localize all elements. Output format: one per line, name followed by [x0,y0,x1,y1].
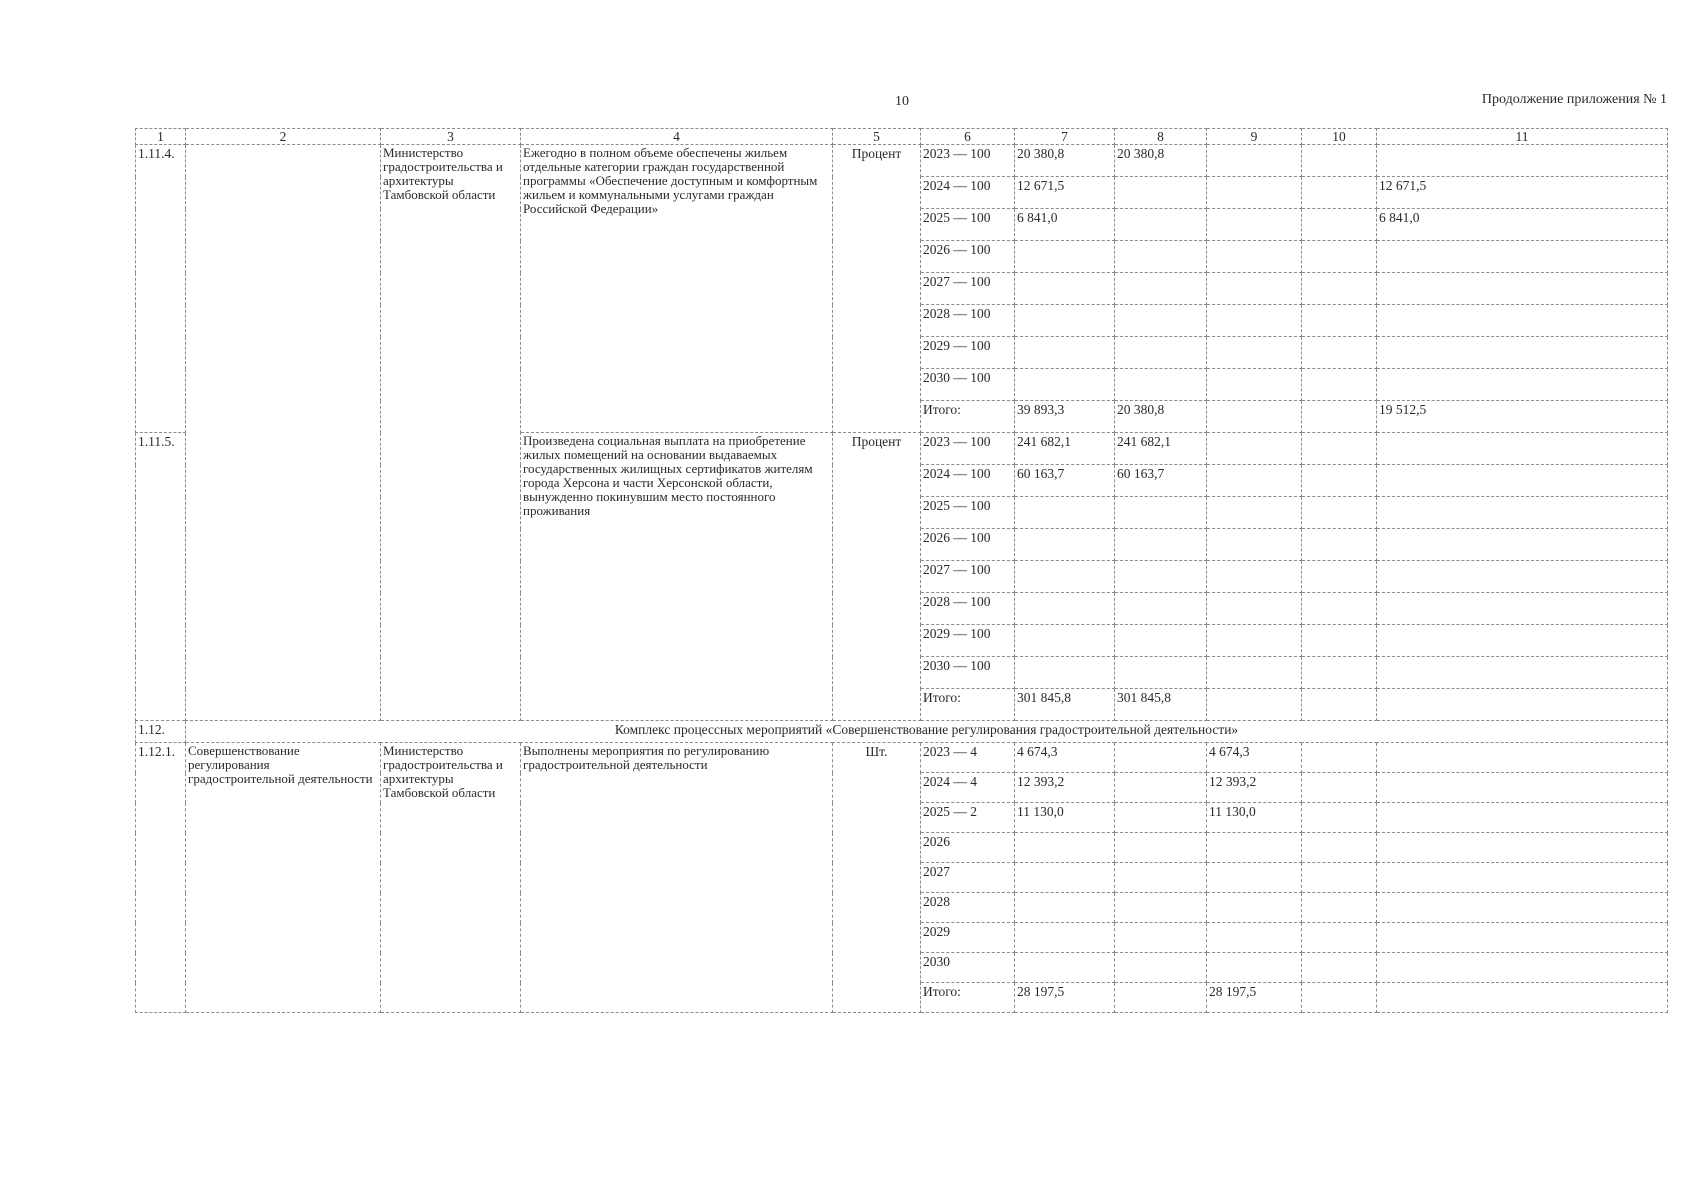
total-label: Итого: [921,689,1015,721]
amount-col7 [1015,893,1115,923]
total-label: Итого: [921,401,1015,433]
amount-col11 [1377,657,1668,689]
section-title: Комплекс процессных мероприятий «Совершенствование регулирования градостроительной деятельности» [186,721,1668,743]
amount-col7 [1015,833,1115,863]
amount-col8 [1115,209,1207,241]
unit-cell: Процент [833,145,921,433]
amount-col8 [1115,625,1207,657]
amount-col8 [1115,369,1207,401]
amount-col11 [1377,529,1668,561]
amount-col7: 12 671,5 [1015,177,1115,209]
amount-col8 [1115,497,1207,529]
amount-col8: 20 380,8 [1115,145,1207,177]
amount-col8: 241 682,1 [1115,433,1207,465]
amount-col9 [1207,625,1302,657]
amount-col8 [1115,803,1207,833]
amount-col8 [1115,773,1207,803]
year-target: 2023 — 100 [921,433,1015,465]
year-target: 2028 — 100 [921,593,1015,625]
amount-col8 [1115,833,1207,863]
year-target: 2024 — 100 [921,177,1015,209]
amount-col7: 6 841,0 [1015,209,1115,241]
column-number: 7 [1015,129,1115,145]
year-target: 2023 — 4 [921,743,1015,773]
amount-col7: 60 163,7 [1015,465,1115,497]
year-target: 2027 [921,863,1015,893]
total-label: Итого: [921,983,1015,1013]
executor-cell: Министерство градостроительства и архитектуры Тамбовской области [381,743,521,1013]
amount-col7: 12 393,2 [1015,773,1115,803]
total-col11 [1377,689,1668,721]
amount-col10 [1302,145,1377,177]
amount-col10 [1302,893,1377,923]
year-target: 2023 — 100 [921,145,1015,177]
amount-col7 [1015,273,1115,305]
continuation-label: Продолжение приложения № 1 [1481,92,1667,107]
amount-col10 [1302,833,1377,863]
amount-col8 [1115,177,1207,209]
total-col9 [1207,689,1302,721]
amount-col11 [1377,743,1668,773]
amount-col11 [1377,145,1668,177]
amount-col10 [1302,497,1377,529]
amount-col8 [1115,657,1207,689]
amount-col7 [1015,241,1115,273]
amount-col11 [1377,953,1668,983]
column-number: 5 [833,129,921,145]
amount-col9 [1207,305,1302,337]
amount-col7 [1015,953,1115,983]
amount-col11: 6 841,0 [1377,209,1668,241]
amount-col9 [1207,241,1302,273]
amount-col9 [1207,863,1302,893]
amount-col9 [1207,337,1302,369]
program-table [135,128,1668,1013]
amount-col8 [1115,273,1207,305]
year-target: 2024 — 100 [921,465,1015,497]
column-number: 9 [1207,129,1302,145]
amount-col10 [1302,923,1377,953]
total-col9: 28 197,5 [1207,983,1302,1013]
year-target: 2025 — 100 [921,497,1015,529]
amount-col8 [1115,529,1207,561]
amount-col8 [1115,743,1207,773]
year-target: 2030 — 100 [921,657,1015,689]
amount-col7 [1015,305,1115,337]
total-col10 [1302,983,1377,1013]
amount-col7 [1015,657,1115,689]
amount-col10 [1302,209,1377,241]
year-target: 2028 — 100 [921,305,1015,337]
amount-col8 [1115,241,1207,273]
result-cell: Произведена социальная выплата на приобретение жилых помещений на основании выдаваемых государственных жилищных сертификатов жителям города Херсона и части Херсонской области, вынужденно покинувшим место постоянного проживания [521,433,833,721]
page-number: 10 [895,94,909,109]
amount-col9 [1207,833,1302,863]
amount-col9 [1207,465,1302,497]
amount-col10 [1302,863,1377,893]
amount-col10 [1302,529,1377,561]
table-row [136,145,1668,177]
amount-col11 [1377,773,1668,803]
amount-col10 [1302,803,1377,833]
amount-col10 [1302,369,1377,401]
amount-col10 [1302,593,1377,625]
result-cell: Выполнены мероприятия по регулированию градостроительной деятельности [521,743,833,1013]
amount-col7 [1015,593,1115,625]
amount-col9 [1207,273,1302,305]
amount-col10 [1302,433,1377,465]
amount-col9 [1207,657,1302,689]
section-number: 1.12. [136,721,186,743]
amount-col7 [1015,497,1115,529]
measure-name-cell: Совершенствование регулирования градостроительной деятельности [186,743,381,1013]
amount-col7 [1015,337,1115,369]
executor-cell: Министерство градостроительства и архитектуры Тамбовской области [381,145,521,721]
row-number: 1.12.1. [136,743,186,1013]
amount-col11 [1377,625,1668,657]
year-target: 2028 [921,893,1015,923]
total-col10 [1302,401,1377,433]
row-number: 1.11.4. [136,145,186,433]
amount-col9 [1207,433,1302,465]
amount-col8 [1115,561,1207,593]
column-number: 4 [521,129,833,145]
total-col8: 20 380,8 [1115,401,1207,433]
amount-col7: 241 682,1 [1015,433,1115,465]
unit-cell: Шт. [833,743,921,1013]
year-target: 2026 — 100 [921,241,1015,273]
measure-name-cell [186,145,381,721]
year-target: 2029 — 100 [921,625,1015,657]
amount-col11 [1377,497,1668,529]
total-col10 [1302,689,1377,721]
amount-col7 [1015,625,1115,657]
amount-col11 [1377,863,1668,893]
amount-col9 [1207,177,1302,209]
table-row [136,743,1668,773]
amount-col9 [1207,923,1302,953]
result-cell: Ежегодно в полном объеме обеспечены жильем отдельные категории граждан государственной программы «Обеспечение доступным и комфортным жильем и коммунальными услугами граждан Российской Федерации» [521,145,833,433]
total-col9 [1207,401,1302,433]
amount-col11 [1377,241,1668,273]
amount-col10 [1302,953,1377,983]
year-target: 2026 [921,833,1015,863]
year-target: 2029 [921,923,1015,953]
amount-col11 [1377,893,1668,923]
amount-col9: 4 674,3 [1207,743,1302,773]
year-target: 2030 [921,953,1015,983]
amount-col7: 20 380,8 [1015,145,1115,177]
column-number: 10 [1302,129,1377,145]
amount-col10 [1302,337,1377,369]
amount-col11 [1377,923,1668,953]
amount-col10 [1302,465,1377,497]
amount-col8 [1115,953,1207,983]
amount-col7 [1015,529,1115,561]
amount-col8 [1115,893,1207,923]
amount-col7 [1015,923,1115,953]
amount-col7: 4 674,3 [1015,743,1115,773]
amount-col7 [1015,863,1115,893]
column-number: 6 [921,129,1015,145]
amount-col7: 11 130,0 [1015,803,1115,833]
year-target: 2030 — 100 [921,369,1015,401]
section-row [136,721,1668,743]
total-col8 [1115,983,1207,1013]
amount-col11 [1377,337,1668,369]
amount-col10 [1302,273,1377,305]
amount-col11 [1377,561,1668,593]
year-target: 2027 — 100 [921,561,1015,593]
amount-col9 [1207,497,1302,529]
amount-col9 [1207,893,1302,923]
column-number: 3 [381,129,521,145]
amount-col9 [1207,561,1302,593]
amount-col11 [1377,833,1668,863]
amount-col10 [1302,625,1377,657]
amount-col8 [1115,863,1207,893]
amount-col10 [1302,241,1377,273]
amount-col9 [1207,209,1302,241]
amount-col8 [1115,305,1207,337]
total-col11: 19 512,5 [1377,401,1668,433]
amount-col7 [1015,369,1115,401]
amount-col9: 11 130,0 [1207,803,1302,833]
year-target: 2027 — 100 [921,273,1015,305]
amount-col9: 12 393,2 [1207,773,1302,803]
amount-col10 [1302,773,1377,803]
amount-col10 [1302,177,1377,209]
column-number: 2 [186,129,381,145]
amount-col11 [1377,273,1668,305]
column-number: 11 [1377,129,1668,145]
total-col7: 28 197,5 [1015,983,1115,1013]
column-number: 8 [1115,129,1207,145]
year-target: 2026 — 100 [921,529,1015,561]
total-col11 [1377,983,1668,1013]
amount-col7 [1015,561,1115,593]
amount-col11: 12 671,5 [1377,177,1668,209]
amount-col11 [1377,433,1668,465]
amount-col10 [1302,561,1377,593]
total-col8: 301 845,8 [1115,689,1207,721]
amount-col11 [1377,305,1668,337]
year-target: 2029 — 100 [921,337,1015,369]
amount-col10 [1302,305,1377,337]
amount-col10 [1302,657,1377,689]
amount-col9 [1207,145,1302,177]
total-col7: 301 845,8 [1015,689,1115,721]
column-number: 1 [136,129,186,145]
amount-col8: 60 163,7 [1115,465,1207,497]
year-target: 2025 — 2 [921,803,1015,833]
amount-col8 [1115,337,1207,369]
column-number-row [136,129,1668,145]
amount-col9 [1207,593,1302,625]
year-target: 2024 — 4 [921,773,1015,803]
amount-col10 [1302,743,1377,773]
amount-col11 [1377,465,1668,497]
amount-col9 [1207,369,1302,401]
total-col7: 39 893,3 [1015,401,1115,433]
amount-col8 [1115,593,1207,625]
amount-col11 [1377,593,1668,625]
amount-col11 [1377,369,1668,401]
year-target: 2025 — 100 [921,209,1015,241]
amount-col8 [1115,923,1207,953]
unit-cell: Процент [833,433,921,721]
amount-col9 [1207,953,1302,983]
amount-col11 [1377,803,1668,833]
amount-col9 [1207,529,1302,561]
row-number: 1.11.5. [136,433,186,721]
